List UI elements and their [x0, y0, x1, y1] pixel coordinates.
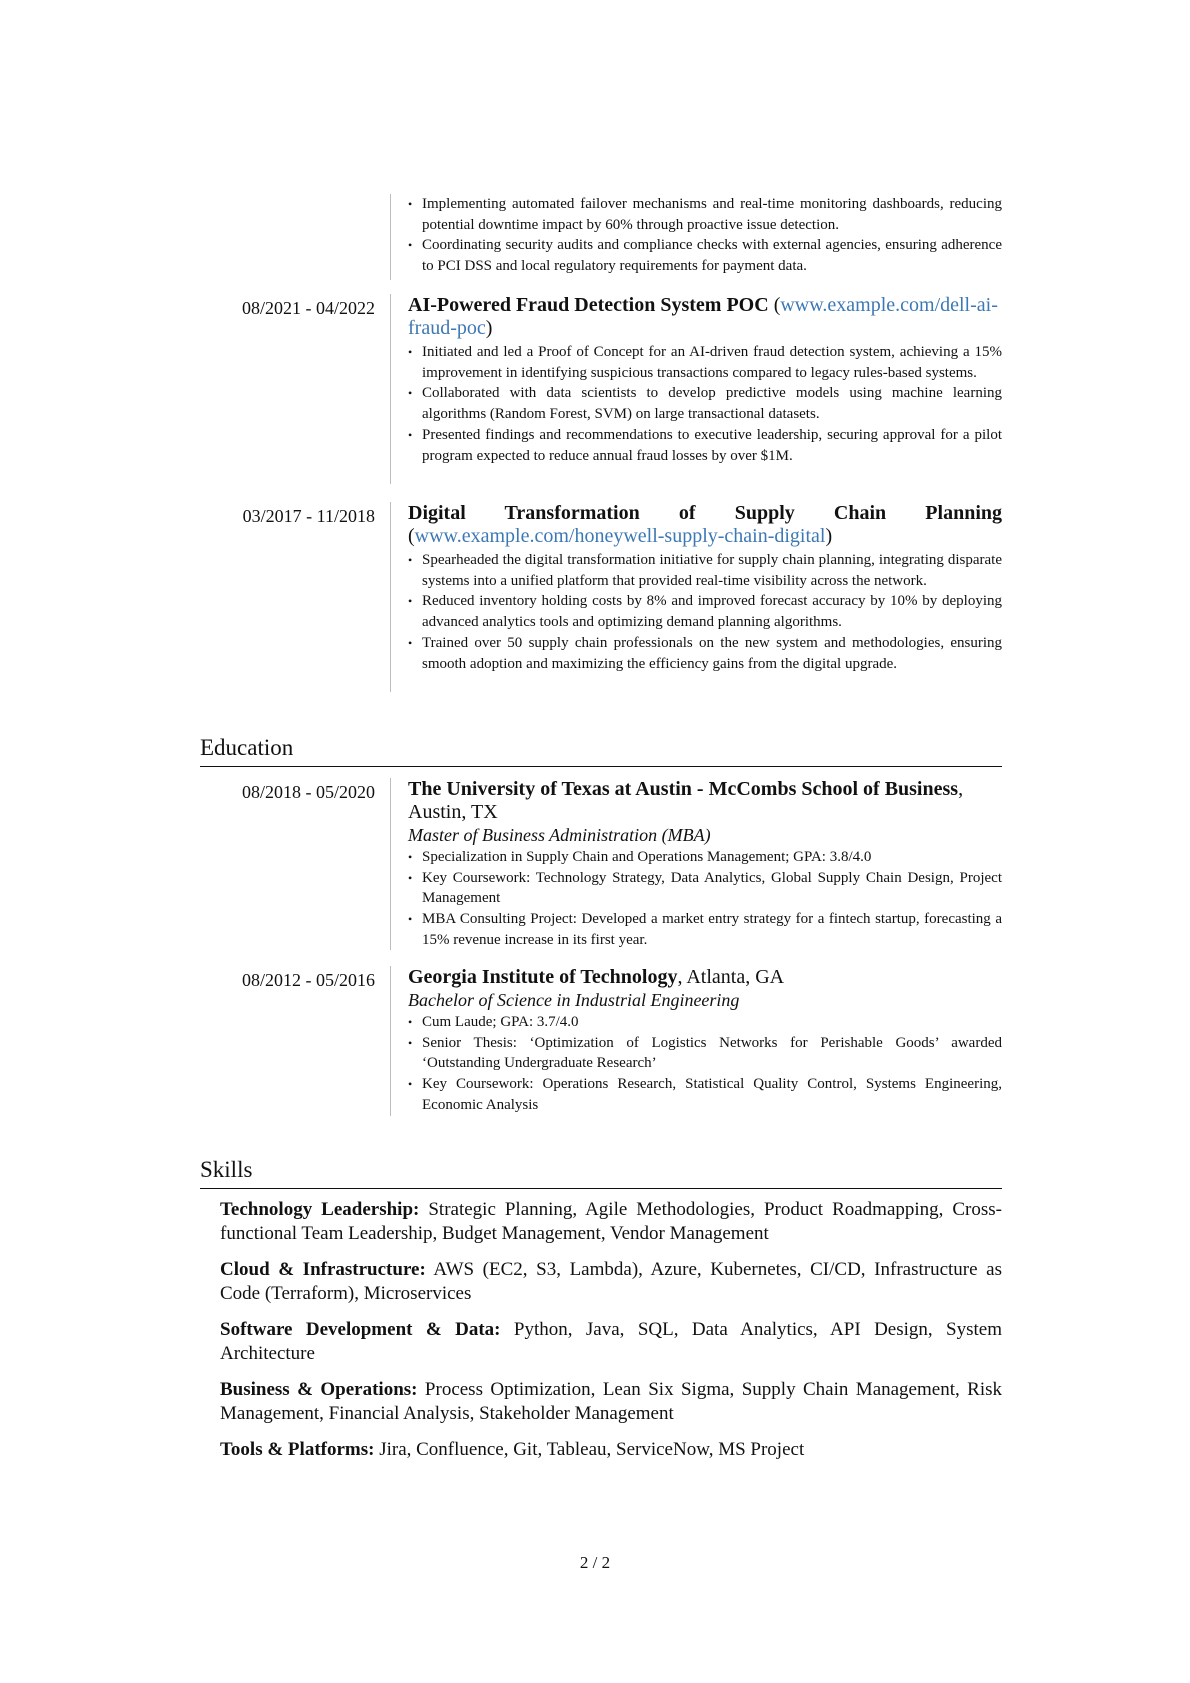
bullet-item: • Coordinating security audits and compliance checks with external agencies, ensuring adherence to PCI DSS and local regulatory requirements for payment data. [408, 235, 1002, 276]
timeline-rule [390, 194, 391, 280]
skill-label: Software Development & Data: [220, 1319, 501, 1340]
skill-label: Tools & Platforms: [220, 1439, 375, 1460]
page-number: 2 / 2 [579, 1553, 611, 1572]
institution-name: The University of Texas at Austin - McCombs School of Business [408, 778, 959, 800]
skill-item [220, 1378, 1002, 1426]
bullet-item: • Implementing automated failover mechanisms and real-time monitoring dashboards, reducing potential downtime impact by 60% through proactive issue detection. [408, 194, 1002, 235]
skill-value: Python, Java, SQL, Data Analytics, API Design, System Architecture [220, 1319, 1003, 1364]
project-entry [200, 294, 1002, 484]
timeline-rule [390, 966, 391, 1116]
timeline-rule [390, 294, 391, 484]
skill-value: Strategic Planning, Agile Methodologies, Product Roadmapping, Cross-functional Team Leadership, Budget Management, Vendor Management [220, 1199, 1003, 1244]
bullet-item: • Presented findings and recommendations to executive leadership, securing approval for a pilot program expected to reduce annual fraud losses by over $1M. [408, 425, 1002, 466]
project-title: AI-Powered Fraud Detection System POC [408, 294, 769, 316]
education-entry [200, 778, 1002, 950]
skill-item [220, 1318, 1002, 1366]
project-date: 03/2017 - 11/2018 [242, 506, 375, 526]
skill-value: Process Optimization, Lean Six Sigma, Supply Chain Management, Risk Management, Financial Analysis, Stakeholder Management [220, 1379, 1003, 1424]
education-content [408, 778, 1002, 951]
bullet-list [408, 847, 1002, 951]
skill-label: Cloud & Infrastructure: [220, 1259, 426, 1280]
project-link[interactable]: www.example.com/dell-ai-fraud-poc [408, 294, 998, 339]
education-entry [200, 966, 1002, 1116]
degree: Bachelor of Science in Industrial Engineering [408, 990, 740, 1010]
bullet-item: • Senior Thesis: ‘Optimization of Logistics Networks for Perishable Goods’ awarded ‘Outstanding Undergraduate Research’ [408, 1033, 1002, 1074]
bullet-item: • Collaborated with data scientists to develop predictive models using machine learning algorithms (Random Forest, SVM) on large transactional datasets. [408, 383, 1002, 424]
institution-line: Georgia Institute of Technology, Atlanta, GA [408, 966, 785, 988]
project-entry-continued [200, 194, 1002, 280]
skill-value: AWS (EC2, S3, Lambda), Azure, Kubernetes, CI/CD, Infrastructure as Code (Terraform), Microservices [220, 1259, 1002, 1304]
project-title-line: AI-Powered Fraud Detection System POC (www.example.com/dell-ai-fraud-poc) [408, 294, 998, 339]
bullet-item: • Key Coursework: Operations Research, Statistical Quality Control, Systems Engineering, Economic Analysis [408, 1074, 1002, 1115]
education-date: 08/2018 - 05/2020 [242, 782, 375, 802]
project-link[interactable]: www.example.com/honeywell-supply-chain-digital [414, 525, 826, 547]
education-date: 08/2012 - 05/2016 [242, 970, 375, 990]
bullet-item: • Spearheaded the digital transformation initiative for supply chain planning, integrating disparate systems into a unified platform that provided real-time visibility across the network. [408, 550, 1002, 591]
section-heading-education: Education [200, 734, 1002, 767]
bullet-list [408, 1012, 1002, 1116]
institution-name: Georgia Institute of Technology [408, 966, 678, 988]
project-content [408, 502, 1002, 674]
education-content [408, 966, 1002, 1116]
bullet-item: • Trained over 50 supply chain professionals on the new system and methodologies, ensuring smooth adoption and maximizing the efficiency gains from the digital upgrade. [408, 633, 1002, 674]
skill-label: Technology Leadership: [220, 1199, 420, 1220]
skill-label: Business & Operations: [220, 1379, 418, 1400]
project-link-line: (www.example.com/honeywell-supply-chain-digital) [408, 525, 833, 547]
skill-item [220, 1198, 1002, 1246]
bullet-item: • Specialization in Supply Chain and Operations Management; GPA: 3.8/4.0 [408, 847, 1002, 868]
skill-value: Jira, Confluence, Git, Tableau, ServiceNow, MS Project [379, 1439, 805, 1460]
skills-list [220, 1198, 1002, 1474]
bullet-item: • Key Coursework: Technology Strategy, Data Analytics, Global Supply Chain Design, Project Management [408, 868, 1002, 909]
bullet-list [408, 550, 1002, 674]
bullet-item: • Cum Laude; GPA: 3.7/4.0 [408, 1012, 1002, 1033]
institution-location: Austin, TX [408, 801, 498, 823]
project-content [408, 194, 1002, 277]
section-heading-skills: Skills [200, 1156, 1002, 1189]
skill-item [220, 1438, 1002, 1462]
bullet-item: • Reduced inventory holding costs by 8% and improved forecast accuracy by 10% by deploying advanced analytics tools and optimizing demand planning algorithms. [408, 591, 1002, 632]
project-date: 08/2021 - 04/2022 [242, 298, 375, 318]
timeline-rule [390, 502, 391, 692]
project-title: Digital Transformation of Supply Chain Planning [408, 502, 1002, 524]
bullet-list [408, 194, 1002, 277]
bullet-item: • Initiated and led a Proof of Concept for an AI-driven fraud detection system, achieving a 15% improvement in identifying suspicious transactions compared to legacy rules-based systems. [408, 342, 1002, 383]
timeline-rule [390, 778, 391, 950]
project-content [408, 294, 1002, 466]
project-entry [200, 502, 1002, 692]
bullet-item: • MBA Consulting Project: Developed a market entry strategy for a fintech startup, forecasting a 15% revenue increase in its first year. [408, 909, 1002, 950]
bullet-list [408, 342, 1002, 466]
degree: Master of Business Administration (MBA) [408, 825, 711, 845]
institution-line: The University of Texas at Austin - McCombs School of Business, Austin, TX [408, 778, 964, 823]
institution-location: Atlanta, GA [686, 966, 785, 988]
skill-item [220, 1258, 1002, 1306]
project-title-line [408, 502, 1002, 525]
